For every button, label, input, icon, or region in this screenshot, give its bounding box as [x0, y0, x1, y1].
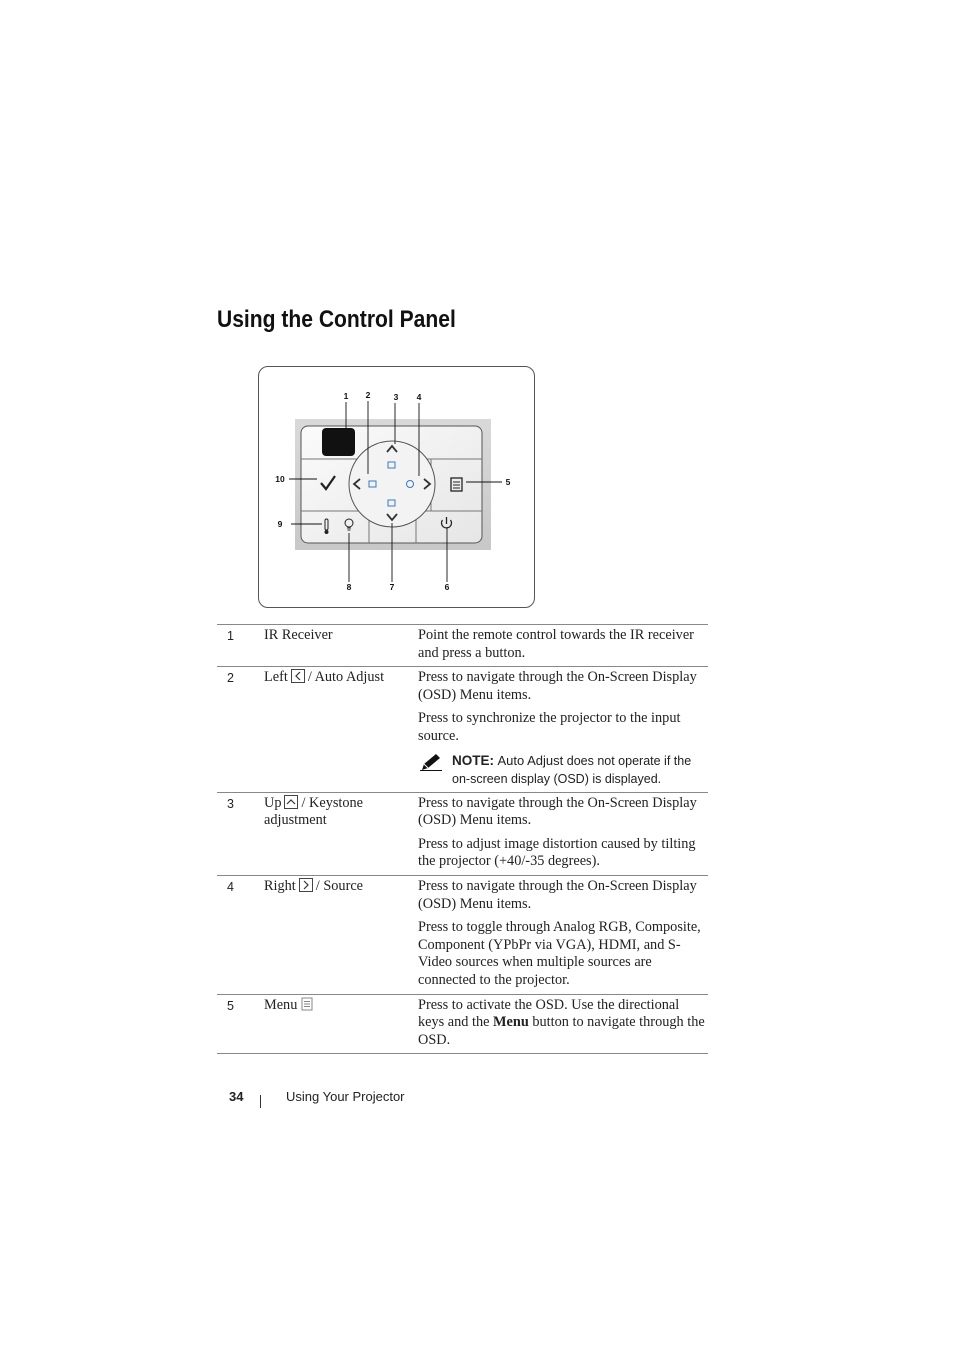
callout-3: 3 — [393, 392, 399, 402]
footer-section-name: Using Your Projector — [286, 1089, 405, 1104]
callout-7: 7 — [389, 582, 395, 592]
up-arrow-icon — [284, 795, 298, 809]
callout-2: 2 — [365, 390, 371, 400]
row-number: 5 — [227, 998, 234, 1013]
row-description: Press to navigate through the On-Screen Display (OSD) Menu items. Press to adjust image distortion caused by tilting the projector (+40/-35 degrees). — [418, 794, 697, 870]
row-name: Up / Keystone adjustment — [264, 794, 364, 829]
row-number: 3 — [227, 796, 234, 811]
row-number: 4 — [227, 879, 234, 894]
callout-1: 1 — [343, 391, 349, 401]
table-row — [217, 875, 708, 994]
ir-receiver-window — [322, 428, 355, 456]
control-panel-figure — [258, 366, 535, 608]
row-name: Menu — [264, 994, 418, 1054]
callout-6: 6 — [444, 582, 450, 592]
row-description: Press to navigate through the On-Screen Display (OSD) Menu items. Press to synchronize the projector to the input source. NOTE: Auto Adjust does not operate if the on-screen display (OSD) is displayed. — [418, 667, 708, 792]
page-number: 34 — [229, 1089, 244, 1104]
page-title: Using the Control Panel — [217, 306, 456, 333]
right-arrow-icon — [299, 878, 313, 892]
callout-8: 8 — [346, 582, 352, 592]
row-name: IR Receiver — [264, 627, 333, 643]
pencil-note-icon — [420, 753, 442, 771]
note-box: NOTE: Auto Adjust does not operate if the on-screen display (OSD) is displayed. — [418, 752, 708, 788]
menu-icon — [300, 997, 316, 1011]
table-row — [217, 667, 708, 792]
footer-divider — [260, 1095, 261, 1108]
row-description: Press to navigate through the On-Screen Display (OSD) Menu items. Press to toggle through Analog RGB, Composite, Component (YPbPr via VGA), HDMI, and S-Video sources when multiple sources are connected to the projector. — [418, 877, 701, 988]
left-arrow-icon — [291, 669, 305, 683]
callout-9: 9 — [277, 519, 283, 529]
row-description: Press to activate the OSD. Use the directional keys and the Menu button to navigate through the OSD. — [418, 996, 705, 1048]
table-row — [217, 792, 708, 875]
row-number: 1 — [227, 629, 234, 643]
callout-5: 5 — [505, 477, 511, 487]
row-name: Left / Auto Adjust — [264, 669, 385, 686]
row-description: Point the remote control towards the IR receiver and press a button. — [418, 627, 694, 661]
row-name: Right / Source — [264, 877, 364, 894]
table-row — [217, 994, 708, 1054]
row-number: 2 — [227, 671, 234, 686]
table-row — [217, 625, 708, 667]
control-panel-table — [217, 624, 708, 1054]
callout-4: 4 — [416, 392, 422, 402]
callout-10: 10 — [275, 474, 285, 484]
